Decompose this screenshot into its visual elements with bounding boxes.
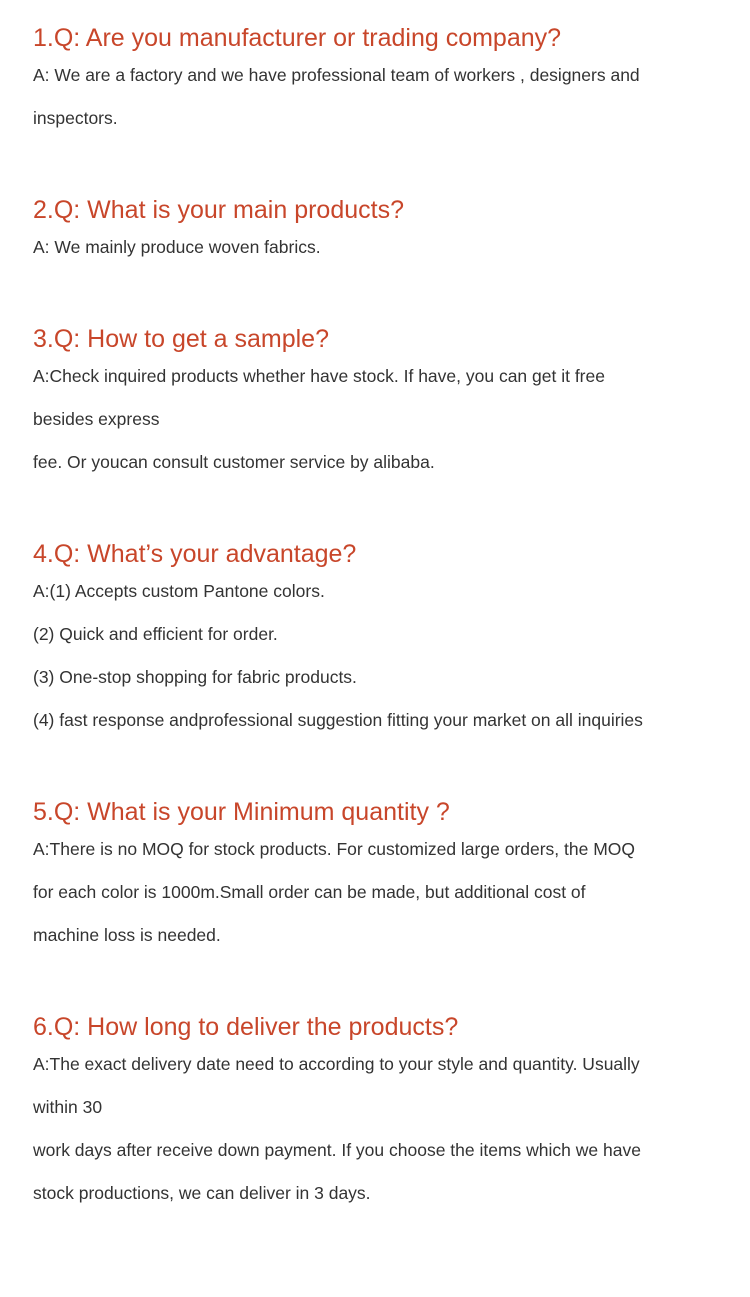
faq-answer-line: A: We are a factory and we have professional team of workers , designers and (33, 65, 640, 85)
faq-answer-line: fee. Or youcan consult customer service by alibaba. (33, 452, 435, 472)
faq-answer-line: (3) One-stop shopping for fabric products. (33, 667, 357, 687)
faq-item-3 (33, 323, 733, 484)
faq-question: 5.Q: What is your Minimum quantity ? (33, 798, 450, 826)
faq-answer-line: (2) Quick and efficient for order. (33, 624, 278, 644)
faq-answer-line: machine loss is needed. (33, 925, 221, 945)
faq-answer-line: within 30 (33, 1097, 103, 1117)
faq-answer-line: inspectors. (33, 108, 118, 128)
faq-answer-line: work days after receive down payment. If you choose the items which we have (33, 1140, 641, 1160)
faq-answer-line: A: We mainly produce woven fabrics. (33, 237, 321, 257)
faq-item-6 (33, 1011, 733, 1215)
faq-answer-line: A:The exact delivery date need to according to your style and quantity. Usually (33, 1054, 640, 1074)
faq-question: 3.Q: How to get a sample? (33, 325, 329, 353)
faq-question: 4.Q: What’s your advantage? (33, 540, 357, 568)
faq-item-5 (33, 796, 733, 957)
faq-question: 1.Q: Are you manufacturer or trading company? (33, 24, 562, 52)
faq-answer-line: A:There is no MOQ for stock products. For customized large orders, the MOQ (33, 839, 636, 859)
faq-item-2 (33, 194, 733, 269)
faq-item-1 (33, 22, 733, 140)
faq-answer-line: A:(1) Accepts custom Pantone colors. (33, 581, 325, 601)
faq-question: 2.Q: What is your main products? (33, 196, 404, 224)
faq-answer-line: A:Check inquired products whether have stock. If have, you can get it free (33, 366, 605, 386)
faq-answer-line: besides express (33, 409, 160, 429)
faq-answer-line: for each color is 1000m.Small order can be made, but additional cost of (33, 882, 586, 902)
faq-answer-line: (4) fast response andprofessional suggestion fitting your market on all inquiries (33, 710, 643, 730)
faq-question: 6.Q: How long to deliver the products? (33, 1013, 459, 1041)
faq-answer-line: stock productions, we can deliver in 3 days. (33, 1183, 371, 1203)
faq-item-4 (33, 538, 733, 742)
